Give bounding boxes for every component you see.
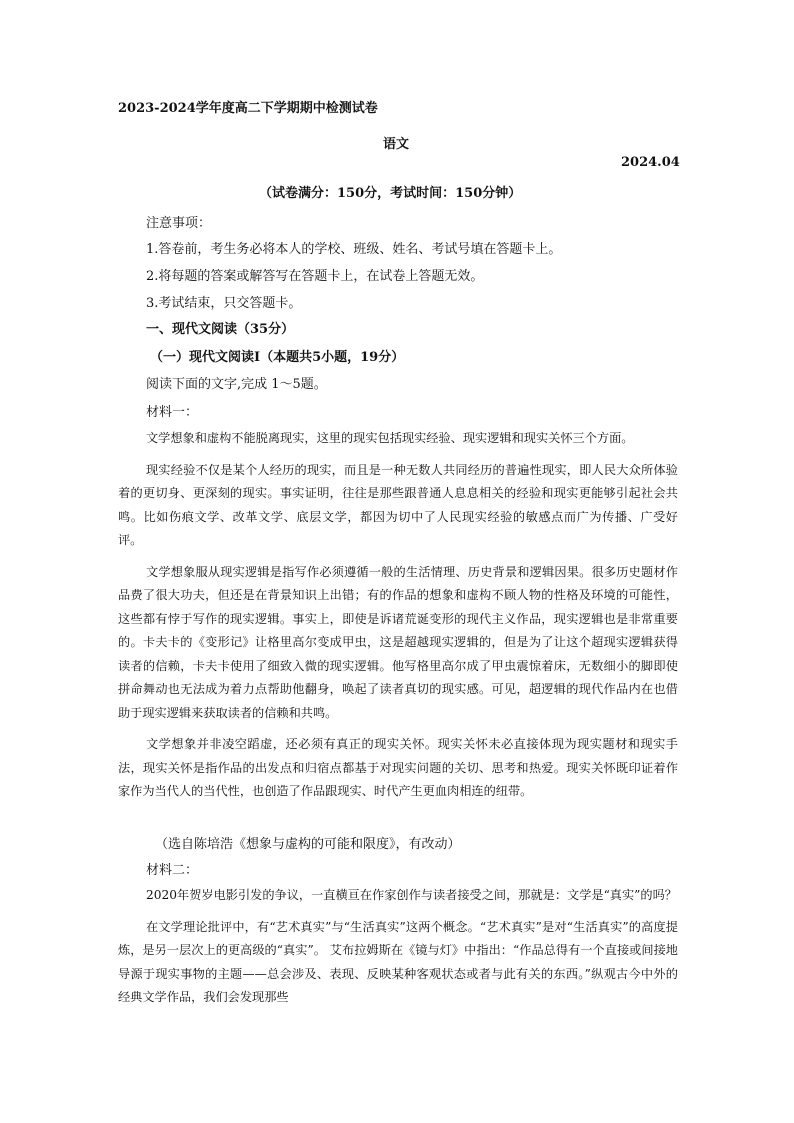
material2-paragraph: 在文学理论批评中，有“艺术真实”与“生活真实”这两个概念。“艺术真实”是对“生活真实”的高度提炼，是另一层次上的更高级的“真实”。 艾布拉姆斯在《镜与灯》中指出：“作品总得有一个直接或间接地导源于现实事物的主题——总会涉及、表现、反映某种客观状态或者与此有关的东西。”纵观古今中外的经典文学作品，我们会发现那些 (118, 919, 678, 1004)
subject-label: 语文 (383, 137, 410, 152)
material2-label: 材料二： (146, 863, 199, 878)
note-item-3: 3.考试结束，只交答题卡。 (146, 296, 302, 311)
material1-source: （选自陈培浩《想象与虚构的可能和限度》，有改动） (155, 837, 461, 852)
material1-label: 材料一： (146, 405, 199, 420)
material2-paragraph: 2020年贺岁电影引发的争议，一直横亘在作家创作与读者接受之间，那就是：文学是“真实”的吗？ (146, 888, 677, 902)
material1-paragraph: 文学想象和虚构不能脱离现实，这里的现实包括现实经验、现实逻辑和现实关怀三个方面。 (146, 431, 634, 445)
exam-date: 2024.04 (621, 155, 680, 170)
notes-heading: 注意事项： (146, 216, 212, 231)
material2-body (118, 884, 678, 1010)
material1-paragraph: 文学想象服从现实逻辑是指写作必须遵循一般的生活情理、历史背景和逻辑因果。很多历史题材作品费了很大功夫，但还是在背景知识上出错；有的作品的想象和虚构不顾人物的性格及环境的可能性，这些都有悖于写作的现实逻辑。事实上，即使是诉诸荒诞变形的现代主义作品，现实逻辑也是非常重要的。卡夫卡的《变形记》让格里高尔变成甲虫，这是超越现实逻辑的，但是为了让这个超现实逻辑获得读者的信赖，卡夫卡使用了细致入微的现实逻辑。他写格里高尔成了甲虫震惊着床，无数细小的脚即使拼命舞动也无法成为着力点帮助他翻身，唤起了读者真切的现实感。可见，超逻辑的现代作品内在也借助于现实逻辑来获取读者的信赖和共鸣。 (118, 564, 678, 720)
exam-info: （试卷满分：150分，考试时间：150分钟） (259, 186, 522, 201)
note-item-1: 1.答卷前，考生务必将本人的学校、班级、姓名、考试号填在答题卡上。 (146, 242, 562, 257)
exam-title: 2023-2024学年度高二下学期期中检测试卷 (118, 101, 378, 116)
reading-instruction: 阅读下面的文字,完成 1～5题。 (146, 377, 327, 392)
material1-paragraph: 现实经验不仅是某个人经历的现实，而且是一种无数人共同经历的普遍性现实，即人民大众所体验着的更切身、更深刻的现实。事实证明，往往是那些跟普通人息息相关的经验和现实更能够引起社会共鸣。比如伤痕文学、改革文学、底层文学，都因为切中了人民现实经验的敏感点而广为传播、广受好评。 (118, 462, 678, 547)
material1-paragraph: 文学想象并非凌空蹈虚，还必须有真正的现实关怀。现实关怀未必直接体现为现实题材和现实手法，现实关怀是指作品的出发点和归宿点都基于对现实问题的关切、思考和热爱。现实关怀既印证着作家作为当代人的当代性，也创造了作品跟现实、时代产生更血肉相连的纽带。 (118, 737, 678, 798)
material1-body (118, 427, 678, 804)
section-heading: 一、现代文阅读（35分） (146, 322, 295, 337)
note-item-2: 2.将每题的答案或解答写在答题卡上，在试卷上答题无效。 (146, 269, 484, 284)
section-subheading: （一）现代文阅读Ⅰ（本题共5小题，19分） (150, 350, 405, 365)
